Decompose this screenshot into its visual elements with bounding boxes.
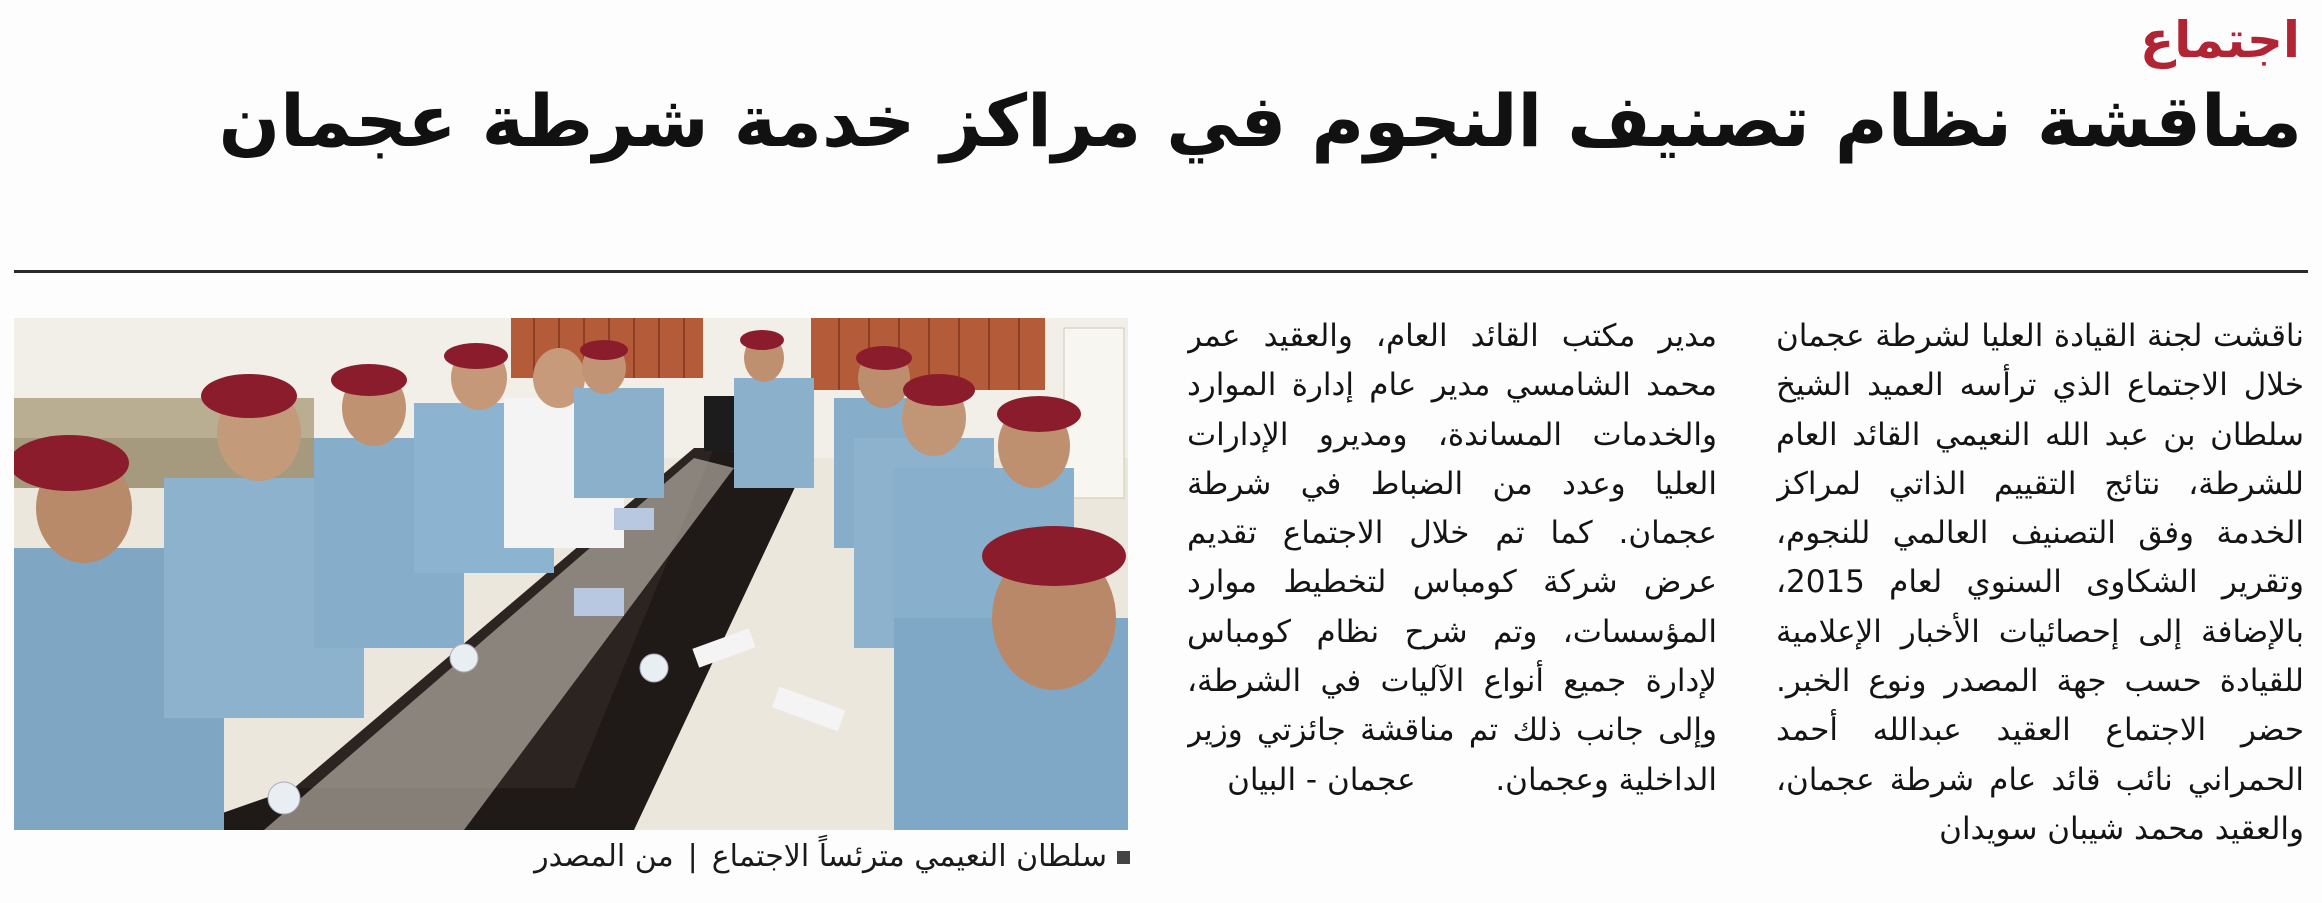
caption-text: سلطان النعيمي مترئساً الاجتماع bbox=[711, 839, 1107, 874]
section-label: اجتماع bbox=[2139, 11, 2300, 69]
article-column-middle bbox=[1187, 312, 1717, 832]
headline: مناقشة نظام تصنيف النجوم في مراكز خدمة شرطة عجمان bbox=[218, 79, 2302, 163]
article-column-right: ناقشت لجنة القيادة العليا لشرطة عجمان خلال الاجتماع الذي ترأسه العميد الشيخ سلطان بن عبد الله النعيمي القائد العام للشرطة، نتائج التقييم الذاتي لمراكز الخدمة وفق التصنيف العالمي للنجوم، وتقرير الشكاوى السنوي لعام 2015، بالإضافة إلى إحصائيات الأخبار الإعلامية للقيادة حسب جهة المصدر ونوع الخبر. حضر الاجتماع العقيد عبدالله أحمد الحمراني نائب قائد عام شرطة عجمان، والعقيد محمد شيبان سويدان bbox=[1776, 318, 2304, 847]
byline: عجمان - البيان bbox=[1227, 761, 1416, 798]
caption-credit: من المصدر bbox=[534, 839, 674, 874]
meeting-photo bbox=[14, 318, 1128, 830]
caption-separator: | bbox=[687, 839, 698, 874]
photo-caption bbox=[470, 836, 1130, 878]
divider-rule bbox=[14, 270, 2308, 273]
caption-bullet-icon bbox=[1117, 851, 1130, 864]
article-column-middle-text: مدير مكتب القائد العام، والعقيد عمر محمد الشامسي مدير عام إدارة الموارد والخدمات المساندة، ومديرو الإدارات العليا وعدد من الضباط في شرطة عجمان. كما تم خلال الاجتماع تقديم عرض شركة كومباس لتخطيط موارد المؤسسات، وتم شرح نظام كومباس لإدارة جميع أنواع الآليات في الشرطة، وإلى جانب ذلك تم مناقشة جائزتي وزير الداخلية وعجمان. bbox=[1187, 318, 1717, 798]
